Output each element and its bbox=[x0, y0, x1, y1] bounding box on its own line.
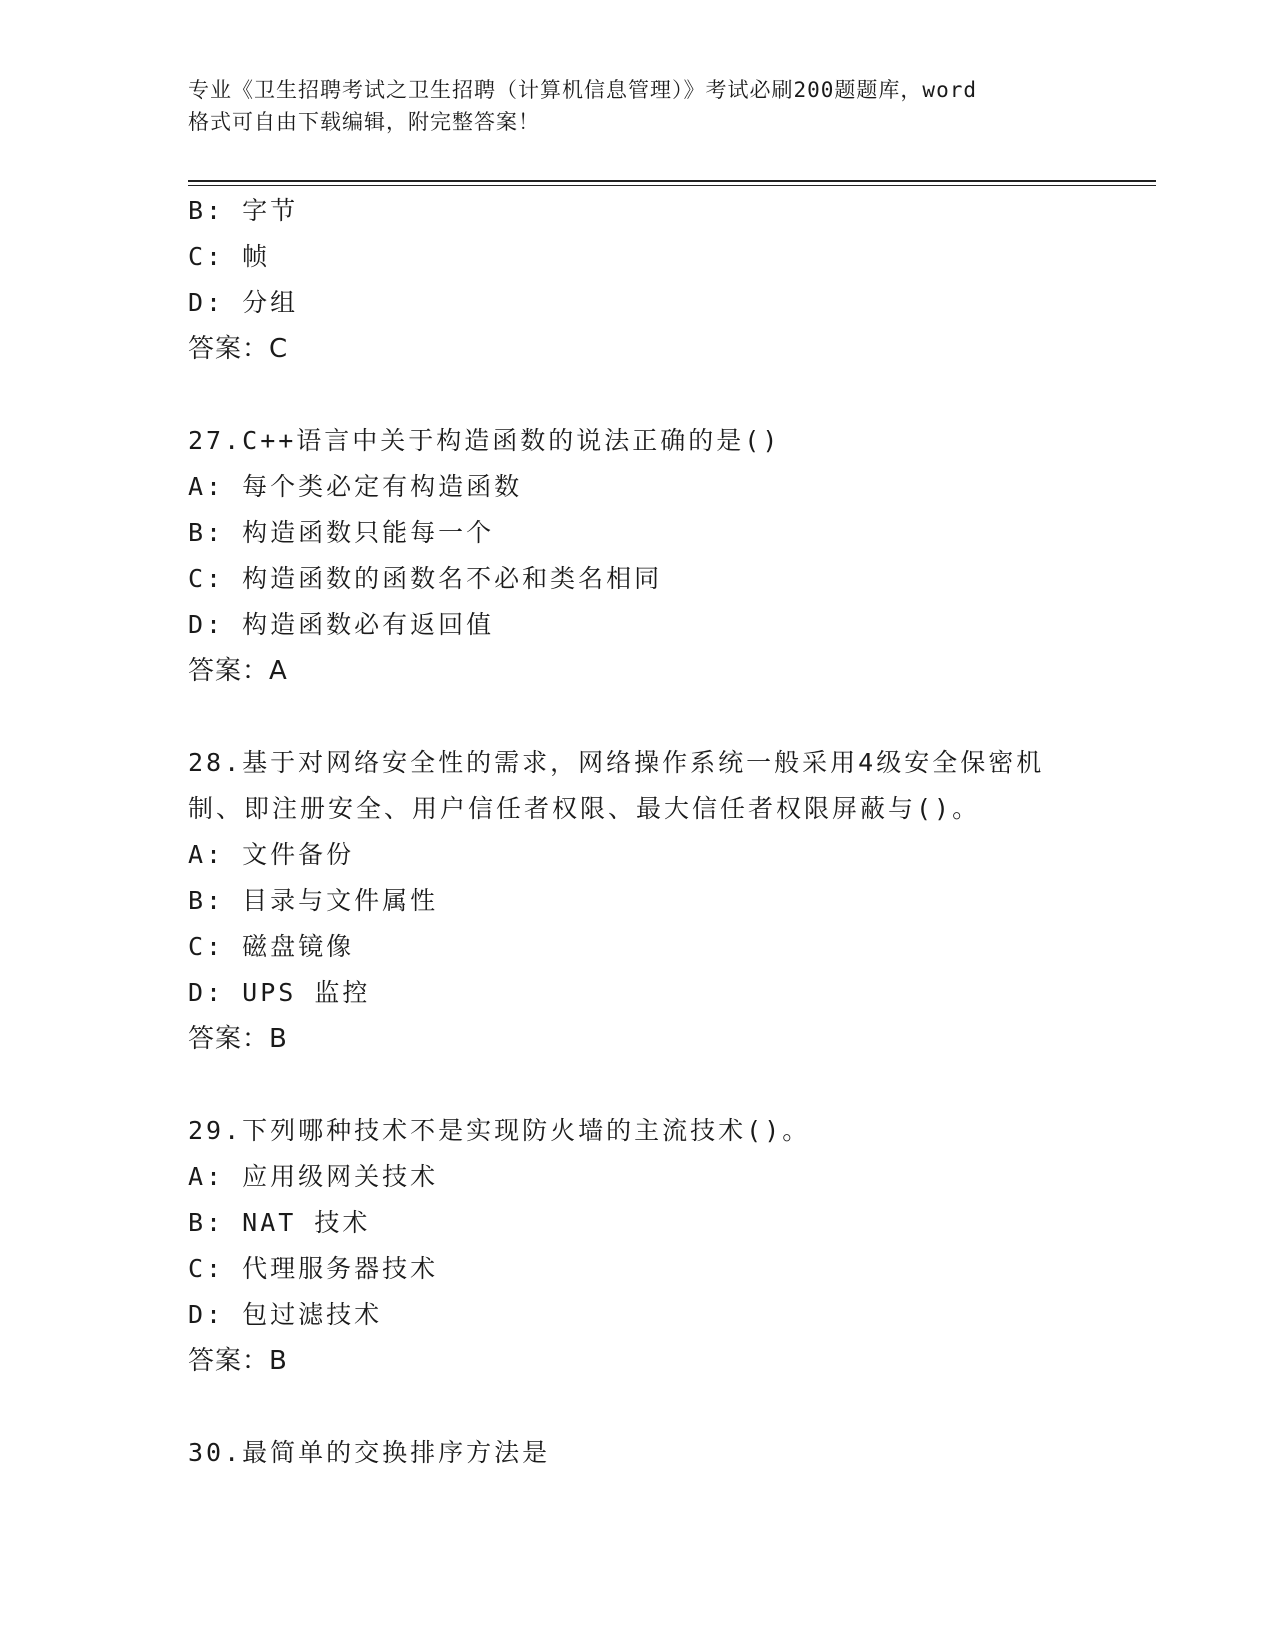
question-stem: 29.下列哪种技术不是实现防火墙的主流技术()。 bbox=[188, 1116, 811, 1145]
option-a: A: 文件备份 bbox=[188, 840, 355, 869]
option-c: C: 构造函数的函数名不必和类名相同 bbox=[188, 564, 663, 593]
answer: 答案：C bbox=[188, 334, 289, 364]
question-30 bbox=[188, 1430, 1108, 1476]
option-a: A: 应用级网关技术 bbox=[188, 1162, 439, 1191]
option-c: C: 代理服务器技术 bbox=[188, 1254, 439, 1283]
question-stem-line-2: 制、即注册安全、用户信任者权限、最大信任者权限屏蔽与()。 bbox=[188, 794, 981, 823]
option-b: B: 目录与文件属性 bbox=[188, 886, 439, 915]
answer: 答案：B bbox=[188, 1346, 288, 1376]
question-28 bbox=[188, 740, 1108, 1062]
question-stem: 27.C++语言中关于构造函数的说法正确的是() bbox=[188, 426, 781, 455]
header-line-2: 格式可自由下载编辑，附完整答案！ bbox=[188, 110, 540, 134]
option-c: C: 磁盘镜像 bbox=[188, 932, 355, 961]
answer: 答案：A bbox=[188, 656, 288, 686]
option-c: C: 帧 bbox=[188, 242, 271, 271]
option-a: A: 每个类必定有构造函数 bbox=[188, 472, 523, 501]
option-b: B: 字节 bbox=[188, 196, 299, 225]
header-divider bbox=[188, 180, 1156, 182]
question-stem-line-1: 28.基于对网络安全性的需求，网络操作系统一般采用4级安全保密机 bbox=[188, 748, 1045, 777]
option-d: D: 分组 bbox=[188, 288, 299, 317]
document-header bbox=[188, 74, 1088, 138]
option-d: D: 构造函数必有返回值 bbox=[188, 610, 495, 639]
option-d: D: 包过滤技术 bbox=[188, 1300, 383, 1329]
option-d: D: UPS 监控 bbox=[188, 978, 371, 1007]
question-27 bbox=[188, 418, 1108, 694]
question-26-partial bbox=[188, 188, 1108, 372]
option-b: B: NAT 技术 bbox=[188, 1208, 371, 1237]
option-b: B: 构造函数只能每一个 bbox=[188, 518, 495, 547]
header-divider-thin bbox=[188, 185, 1156, 186]
question-list bbox=[188, 188, 1108, 1476]
answer: 答案：B bbox=[188, 1024, 288, 1054]
header-line-1: 专业《卫生招聘考试之卫生招聘（计算机信息管理）》考试必刷200题题库，word bbox=[188, 78, 977, 102]
question-stem: 30.最简单的交换排序方法是 bbox=[188, 1438, 551, 1467]
question-29 bbox=[188, 1108, 1108, 1384]
